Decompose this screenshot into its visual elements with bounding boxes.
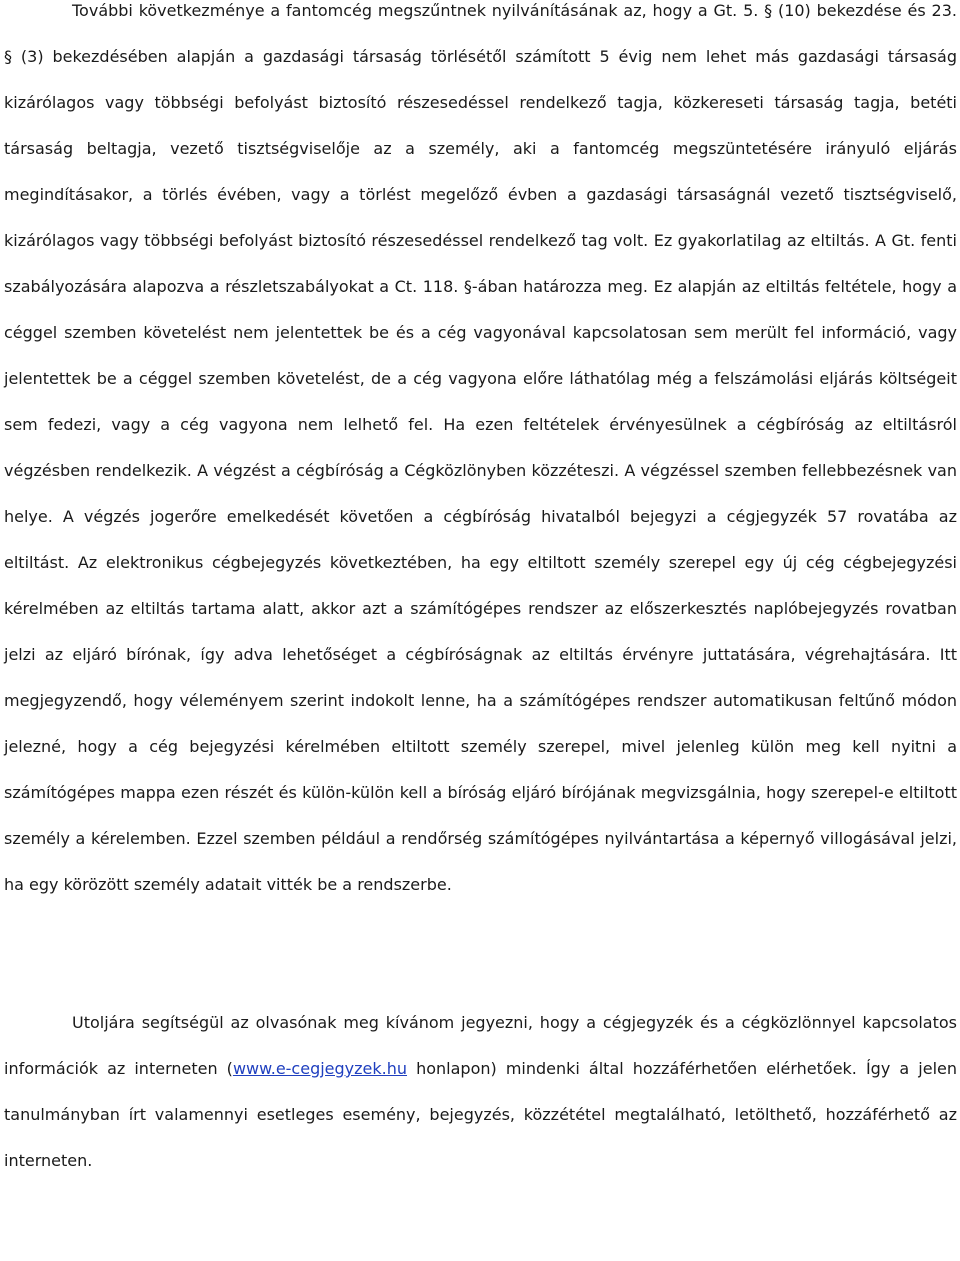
paragraph-tajekoztatas <box>4 1000 957 1184</box>
document-page <box>4 0 957 1184</box>
paragraph-eltiltas: További következménye a fantomcég megszűntnek nyilvánításának az, hogy a Gt. 5. § (10) bekezdése és 23. § (3) bekezdésében alapján a gazdasági társaság törlésétől számított 5 évig nem lehet más gazdasági társaság kizárólagos vagy többségi befolyást biztosító részesedéssel rendelkező tagja, közkereseti társaság tagja, betéti társaság beltagja, vezető tisztségviselője az a személy, aki a fantomcég megszüntetésére irányuló eljárás megindításakor, a törlés évében, vagy a törlést megelőző évben a gazdasági társaságnál vezető tisztségviselő, kizárólagos vagy többségi befolyást biztosító részesedéssel rendelkező tag volt. Ez gyakorlatilag az eltiltás. A Gt. fenti szabályozására alapozva a részletszabályokat a Ct. 118. §-ában határozza meg. Ez alapján az eltiltás feltétele, hogy a céggel szemben követelést nem jelentettek be és a cég vagyonával kapcsolatosan sem merült fel információ, vagy jelentettek be a céggel szemben követelést, de a cég vagyona előre láthatólag még a felszámolási eljárás költségeit sem fedezi, vagy a cég vagyona nem lelhető fel. Ha ezen feltételek érvényesülnek a cégbíróság az eltiltásról végzésben rendelkezik. A végzést a cégbíróság a Cégközlönyben közzéteszi. A végzéssel szemben fellebbezésnek van helye. A végzés jogerőre emelkedését követően a cégbíróság hivatalból bejegyzi a cégjegyzék 57 rovatába az eltiltást. Az elektronikus cégbejegyzés következtében, ha egy eltiltott személy szerepel egy új cég cégbejegyzési kérelmében az eltiltás tartama alatt, akkor azt a számítógépes rendszer az előszerkesztés naplóbejegyzés rovatban jelzi az eljáró bírónak, így adva lehetőséget a cégbíróságnak az eltiltás érvényre juttatására, végrehajtására. Itt megjegyzendő, hogy véleményem szerint indokolt lenne, ha a számítógépes rendszer automatikusan feltűnő módon jelezné, hogy a cég bejegyzési kérelmében eltiltott személy szerepel, mivel jelenleg külön meg kell nyitni a számítógépes mappa ezen részét és külön-külön kell a bíróság eljáró bírójának megvizsgálnia, hogy szerepel-e eltiltott személy a kérelemben. Ezzel szemben például a rendőrség számítógépes nyilvántartása a képernyő villogásával jelzi, ha egy körözött személy adatait vitték be a rendszerbe. <box>4 1 957 894</box>
e-cegjegyzek-link[interactable]: www.e-cegjegyzek.hu <box>232 1059 408 1078</box>
paragraph-text-before-link: Utoljára segítségül az olvasónak meg kívánom jegyezni, hogy a cégjegyzék és a cégközlönnyel kapcsolatos információk az interneten ( <box>4 1013 957 1078</box>
paragraph-text-after-link: honlapon) mindenki által hozzáférhetően elérhetőek. Így a jelen tanulmányban írt valamennyi esetleges esemény, bejegyzés, közzététel megtalálható, letölthető, hozzáférhető az interneten. <box>4 1059 958 1170</box>
paragraph-spacer <box>4 908 957 1000</box>
